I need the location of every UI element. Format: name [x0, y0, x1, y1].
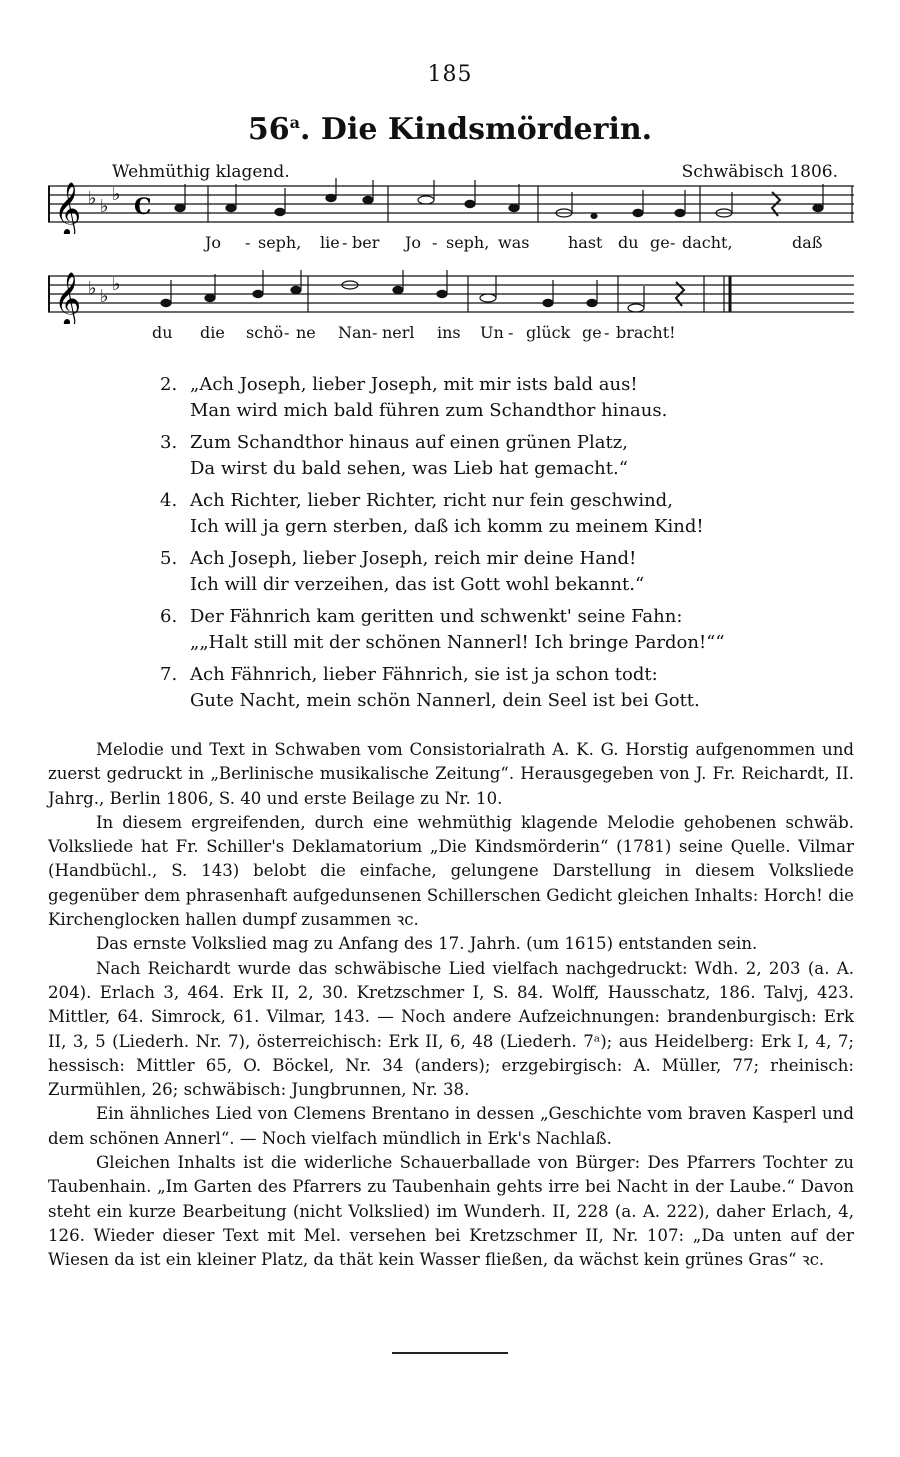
commentary-paragraph: Nach Reichardt wurde das schwäbische Lied vielfach nachgedruckt: Wdh. 2, 203 (a. A. 204). Erlach 3, 464. Erk II, 2, 30. Kretzschmer I, S. 84. Wolff, Hausschatz, 186. Talvj, 423. Mittler, 64. Simrock, 61. Vilmar, 143. — Noch andere Aufzeichnungen: brandenburgisch: Erk II, 3, 5 (Liederh. Nr. 7), österreichisch: Erk II, 6, 48 (Liederh. 7ᵃ); aus Heidelberg: Erk I, 4, 7; hessisch: Mittler 65, O. Böckel, Nr. 34 (anders); erzgebirgisch: A. Müller, 77; rheinisch: Zurmühlen, 26; schwäbisch: Jungbrunnen, Nr. 38. [48, 958, 854, 1100]
lyric-syllable: - [245, 233, 251, 252]
lyric-syllable: Jo [405, 233, 422, 252]
verse-line: „Ach Joseph, lieber Joseph, mit mir ists bald aus! [190, 374, 638, 395]
verse-7 [160, 662, 800, 714]
song-number-suffix: a [289, 113, 301, 132]
verse-number: 5. [160, 548, 178, 569]
lyric-syllable: ne [296, 323, 316, 342]
song-number: 56 [247, 112, 290, 147]
lyric-syllable: schö [246, 323, 284, 342]
verse-3 [160, 430, 800, 482]
verse-5 [160, 546, 800, 598]
song-title: 56$^a$. Die Kindsmörderin. [247, 112, 653, 147]
lyrics-line-2 [0, 323, 900, 347]
verse-number: 2. [160, 374, 178, 395]
lyrics-line-1 [0, 233, 900, 257]
verse-line: Da wirst du bald sehen, was Lieb hat gemacht.“ [190, 458, 628, 479]
verse-line: Ach Richter, lieber Richter, richt nur fein geschwind, [190, 490, 673, 511]
verse-6 [160, 604, 800, 656]
verse-number: 3. [160, 432, 178, 453]
music-staff-2 [48, 268, 854, 324]
lyric-syllable: Nan [338, 323, 372, 342]
commentary-paragraph: In diesem ergreifenden, durch eine wehmüthig klagende Melodie gehobenen schwäb. Volksliede hat Fr. Schiller's Deklamatorium „Die Kindsmörderin“ (1781) seine Quelle. Vilmar (Handbüchl., S. 143) belobt die einfache, gelungene Darstellung in diesem Volksliede gegenüber dem phrasenhaft aufgedunsenen Schillerschen Gedicht gleichen Inhalts: Horch! die Kirchenglocken hallen dumpf zusammen ꝛc. [48, 812, 854, 930]
verse-line: „„Halt still mit der schönen Nannerl! Ich bringe Pardon!““ [190, 632, 725, 653]
commentary-paragraph: Ein ähnliches Lied von Clemens Brentano in dessen „Geschichte vom braven Kasperl und dem schönen Annerl“. — Noch vielfach mündlich in Erk's Nachlaß. [48, 1104, 854, 1148]
lyric-syllable: - [342, 233, 348, 252]
lyric-syllable: - [372, 323, 378, 342]
svg-text:♭: ♭ [88, 278, 97, 299]
tempo-marking: Wehmüthig klagend. [112, 162, 290, 182]
lyric-syllable: ber [352, 233, 380, 252]
lyric-syllable: - [432, 233, 438, 252]
svg-text:♭: ♭ [88, 188, 97, 209]
commentary [48, 738, 854, 1273]
lyric-syllable: - [284, 323, 290, 342]
verse-2 [160, 372, 800, 424]
lyric-syllable: - [604, 323, 610, 342]
lyric-syllable: - [508, 323, 514, 342]
lyric-syllable: du [618, 233, 639, 252]
svg-text:♭: ♭ [100, 286, 109, 307]
svg-text:C: C [134, 194, 152, 220]
lyric-syllable: ins [437, 323, 461, 342]
lyric-syllable: - [670, 233, 676, 252]
lyric-syllable: seph, [446, 233, 490, 252]
origin-note: Schwäbisch 1806. [681, 162, 838, 182]
song-name: Die Kindsmörderin. [320, 112, 653, 147]
verse-4 [160, 488, 800, 540]
treble-clef-icon: 𝄞 [54, 271, 82, 324]
svg-text:♭: ♭ [100, 196, 109, 217]
lyric-syllable: dacht, [682, 233, 733, 252]
lyric-syllable: Un [480, 323, 504, 342]
lyric-syllable: ge [582, 323, 602, 342]
svg-text:♭: ♭ [112, 274, 121, 295]
verse-line: Gute Nacht, mein schön Nannerl, dein Seel ist bei Gott. [190, 690, 700, 711]
verse-line: Zum Schandthor hinaus auf einen grünen Platz, [190, 432, 628, 453]
commentary-paragraph: Das ernste Volkslied mag zu Anfang des 17. Jahrh. (um 1615) entstanden sein. [96, 934, 758, 954]
verse-number: 6. [160, 606, 178, 627]
verse-line: Ich will ja gern sterben, daß ich komm zu meinem Kind! [190, 516, 704, 537]
verse-line: Man wird mich bald führen zum Schandthor hinaus. [190, 400, 668, 421]
lyric-syllable: seph, [258, 233, 302, 252]
lyric-syllable: lie [320, 233, 340, 252]
music-staff-1 [48, 178, 854, 234]
treble-clef-icon: 𝄞 [54, 181, 82, 234]
verse-number: 4. [160, 490, 178, 511]
lyric-syllable: du [152, 323, 173, 342]
lyric-syllable: die [200, 323, 225, 342]
commentary-paragraph: Melodie und Text in Schwaben vom Consistorialrath A. K. G. Horstig aufgenommen und zuerst gedruckt in „Berlinische musikalische Zeitung“. Herausgegeben von J. Fr. Reichardt, II. Jahrg., Berlin 1806, S. 40 und erste Beilage zu Nr. 10. [48, 740, 854, 808]
lyric-syllable: nerl [382, 323, 415, 342]
page-number: 185 [427, 62, 473, 87]
lyric-syllable: was [498, 233, 530, 252]
verse-line: Der Fähnrich kam geritten und schwenkt' seine Fahn: [190, 606, 683, 627]
verse-line: Ich will dir verzeihen, das ist Gott wohl bekannt.“ [190, 574, 645, 595]
verse-line: Ach Joseph, lieber Joseph, reich mir deine Hand! [190, 548, 637, 569]
verse-number: 7. [160, 664, 178, 685]
verse-line: Ach Fähnrich, lieber Fähnrich, sie ist ja schon todt: [190, 664, 658, 685]
svg-text:♭: ♭ [112, 184, 121, 205]
lyric-syllable: glück [526, 323, 571, 342]
lyric-syllable: daß [792, 233, 823, 252]
lyric-syllable: ge [650, 233, 670, 252]
commentary-paragraph: Gleichen Inhalts ist die widerliche Schauerballade von Bürger: Des Pfarrers Tochter zu Taubenhain. „Im Garten des Pfarrers zu Taubenhain gehts irre bei Nacht in der Laube.“ Davon steht ein kurze Bearbeitung (nicht Volkslied) im Wunderh. II, 228 (a. A. 222), daher Erlach, 4, 126. Wieder dieser Text mit Mel. versehen bei Kretzschmer II, Nr. 107: „Da unten auf der Wiesen da ist ein kleiner Platz, da thät kein Wasser fließen, da wächst kein grünes Gras“ ꝛc. [48, 1153, 854, 1270]
lyric-syllable: bracht! [616, 323, 676, 342]
verses [160, 372, 800, 720]
lyric-syllable: Jo [205, 233, 222, 252]
lyric-syllable: hast [568, 233, 603, 252]
end-rule [392, 1352, 508, 1354]
